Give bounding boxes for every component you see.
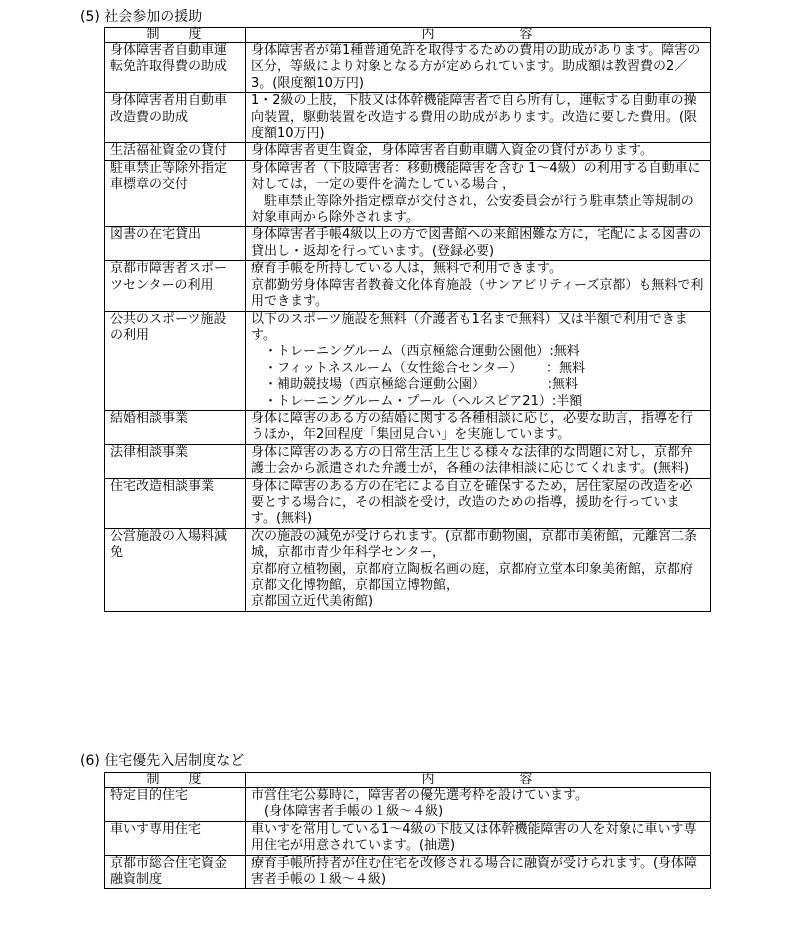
housing-priority-table bbox=[104, 772, 711, 889]
section-6-title: (6) 住宅優先入居制度など bbox=[80, 753, 245, 769]
table-row bbox=[105, 143, 711, 160]
content-line: 療育手帳を所持している人は，無料で利用できます。 bbox=[251, 261, 562, 277]
content-line: 身体に障害のある方の結婚に関する各種相談に応じ，必要な助言，指導を行うほか，年2回程度「集団見合い」を実施しています。 bbox=[251, 410, 694, 443]
system-name: 車いす専用住宅 bbox=[105, 821, 246, 855]
system-content bbox=[246, 788, 711, 822]
system-content bbox=[246, 821, 711, 855]
content-line: 身体障害者（下肢障害者：移動機能障害を含む 1～4級）の利用する自動車に対しては，一定の要件を満たしている場合 ， bbox=[251, 160, 701, 193]
header-content: 内 容 bbox=[246, 773, 711, 788]
content-line: 駐車禁止等除外指定標章が交付され，公安委員会が行う駐車禁止等規制の対象車両から除外されます。 bbox=[251, 193, 694, 226]
header-system: 制 度 bbox=[105, 773, 246, 788]
content-line: 以下のスポーツ施設を無料（介護者も1名まで無料）又は半額で利用できます。 bbox=[251, 311, 688, 343]
content-line: ・補助競技場（西京極総合運動公園） :無料 bbox=[251, 377, 579, 393]
content-line: 身体に障害のある方の在宅による自立を確保するため，居住家屋の改造を必要とする場合に，その相談を受け，改造のための指導，援助を行っています。(無料) bbox=[251, 478, 693, 527]
content-line: 京都府立植物園，京都府立陶板名画の庭，京都府立堂本印象美術館，京都府京都文化博物館，京都国立博物館， bbox=[251, 561, 694, 593]
system-content bbox=[246, 261, 711, 311]
content-line: 次の施設の減免が受けられます。(京都市動物園，京都市美術館，元離宮二条城，京都市青少年科学センター， bbox=[251, 528, 698, 561]
system-name: 京都市障害者スポーツセンターの利用 bbox=[105, 261, 246, 311]
content-line: 市営住宅公募時に，障害者の優先選考枠を設けています。 bbox=[251, 788, 588, 803]
content-line: 車いすを常用している1～4級の下肢又は体幹機能障害の人を対象に車いす専用住宅が用意されています。(抽選) bbox=[251, 821, 697, 854]
system-name: 公共のスポーツ施設の利用 bbox=[105, 311, 246, 410]
content-line: 身体障害者更生資金，身体障害者自動車購入資金の貸付があります。 bbox=[251, 143, 653, 159]
system-name: 身体障害者自動車運転免許取得費の助成 bbox=[105, 43, 246, 93]
system-content bbox=[246, 444, 711, 478]
table-row bbox=[105, 311, 711, 410]
system-name: 特定目的住宅 bbox=[105, 788, 246, 822]
system-name: 駐車禁止等除外指定車標章の交付 bbox=[105, 160, 246, 227]
section-5-title: (5) 社会参加の援助 bbox=[80, 9, 203, 25]
table-header-row bbox=[105, 28, 711, 43]
table-row bbox=[105, 227, 711, 261]
system-content bbox=[246, 855, 711, 889]
system-content bbox=[246, 160, 711, 227]
system-content bbox=[246, 410, 711, 444]
content-line: 1・2級の上肢，下肢又は体幹機能障害者で自ら所有し，運転する自動車の操向装置，駆動装置を改造する費用の助成があります。改造に要した費用。(限度額10万円) bbox=[251, 93, 698, 142]
system-name: 法律相談事業 bbox=[105, 444, 246, 478]
system-content bbox=[246, 93, 711, 143]
content-line: ・フィットネスルーム（女性総合センター） ：無料 bbox=[251, 360, 585, 376]
system-content bbox=[246, 311, 711, 410]
system-name: 住宅改造相談事業 bbox=[105, 478, 246, 528]
content-line: 療育手帳所持者が住む住宅を改修される場合に融資が受けられます。(身体障害者手帳の１級～４級) bbox=[251, 855, 698, 888]
table-row bbox=[105, 160, 711, 227]
system-name: 結婚相談事業 bbox=[105, 410, 246, 444]
system-name: 生活福祉資金の貸付 bbox=[105, 143, 246, 160]
table-row bbox=[105, 410, 711, 444]
system-content bbox=[246, 528, 711, 611]
table-row bbox=[105, 528, 711, 611]
system-content bbox=[246, 43, 711, 93]
table-row bbox=[105, 43, 711, 93]
table-header-row bbox=[105, 773, 711, 788]
table-row bbox=[105, 93, 711, 143]
table-row bbox=[105, 261, 711, 311]
header-system: 制 度 bbox=[105, 28, 246, 43]
system-content bbox=[246, 478, 711, 528]
table-row bbox=[105, 855, 711, 889]
content-line: (身体障害者手帳の１級～４級) bbox=[251, 804, 444, 820]
system-name: 身体障害者用自動車改造費の助成 bbox=[105, 93, 246, 143]
content-line: 京都勤労身体障害者教養文化体育施設（サンアビリティーズ京都）も無料で利用できます。 bbox=[251, 277, 704, 310]
table-row bbox=[105, 788, 711, 822]
content-line: 京都国立近代美術館) bbox=[251, 594, 374, 610]
system-content bbox=[246, 227, 711, 261]
table-row bbox=[105, 444, 711, 478]
table-row bbox=[105, 478, 711, 528]
social-participation-table bbox=[104, 27, 711, 612]
header-content: 内 容 bbox=[246, 28, 711, 43]
content-line: ・トレーニングルーム（西京極総合運動公園他）:無料 bbox=[251, 344, 580, 360]
system-name: 図書の在宅貸出 bbox=[105, 227, 246, 261]
content-line: ・トレーニングルーム・プール（ヘルスピア21）:半額 bbox=[251, 393, 583, 409]
content-line: 身体障害者が第1種普通免許を取得するための費用の助成があります。障害の区分，等級により対象となる方が定められています。助成額は教習費の2／3。(限度額10万円) bbox=[251, 43, 701, 91]
system-name: 公営施設の入場料減免 bbox=[105, 528, 246, 611]
table-row bbox=[105, 821, 711, 855]
content-line: 身体障害者手帳4級以上の方で図書館への来館困難な方に，宅配による図書の貸出し・返却を行っています。(登録必要) bbox=[251, 227, 702, 259]
system-content bbox=[246, 143, 711, 160]
content-line: 身体に障害のある方の日常生活上生じる様々な法律的な問題に対し，京都弁護士会から派遣された弁護士が，各種の法律相談に応じてくれます。(無料) bbox=[251, 444, 694, 477]
system-name: 京都市総合住宅資金融資制度 bbox=[105, 855, 246, 889]
